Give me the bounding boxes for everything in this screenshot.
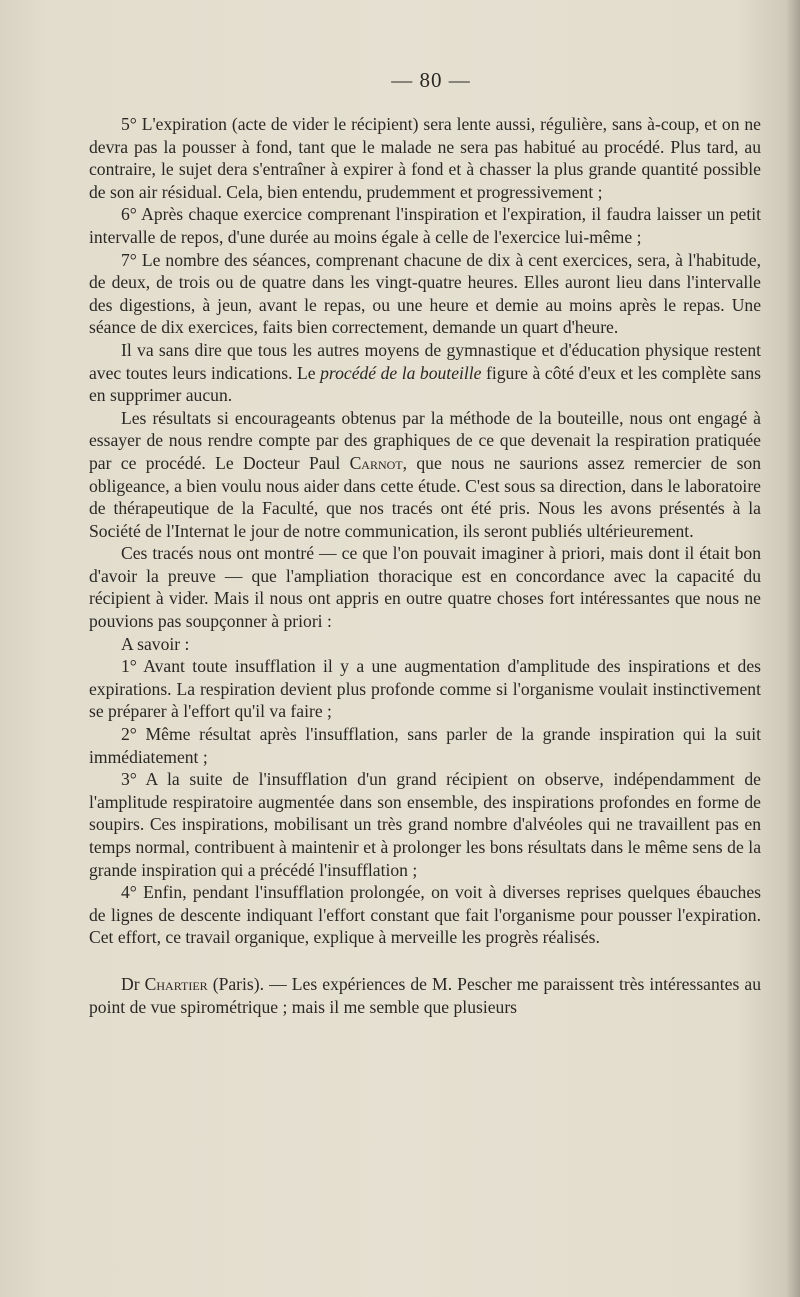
italic-procedure-name: procédé de la bouteille xyxy=(320,362,482,383)
paragraph-finding-4: 4° Enfin, pendant l'insufflation prolongée, on voit à diverses reprises quelques ébauches de lignes de descente indiquant l'effort constant que fait l'organisme pour pousser l'expiration. Cet effort, ce travail organique, explique à merveille les progrès réalisés. xyxy=(89,882,761,948)
speaker-location: (Paris). xyxy=(207,973,265,994)
paragraph-methods xyxy=(89,339,761,407)
paragraph-text: Les résultats si encourageants obtenus par la méthode de la bouteille, nous ont engagé à essayer de nous rendre compte par des graphiques de ce que devenait la respiration pratiquée par ce procédé. Le Docteur Paul xyxy=(89,407,761,473)
paragraph-item-5: 5° L'expiration (acte de vider le récipient) sera lente aussi, régulière, sans à-coup, et on ne devra pas la pousser à fond, tant que le malade ne sera pas habitué au procédé. Plus tard, au contraire, le sujet dera s'entraîner à expirer à fond et à chasser la plus grande quantité possible de son air résidual. Cela, bien entendu, prudemment et progressivement ; xyxy=(89,114,761,202)
section-gap xyxy=(89,949,761,973)
person-name: Carnot xyxy=(349,452,403,473)
page-edge-shadow xyxy=(786,0,800,1297)
paragraph-text: figure à côté d'eux et les complète sans en supprimer aucun. xyxy=(89,362,761,406)
body-text xyxy=(89,113,761,1018)
paragraph-results xyxy=(89,407,761,543)
paragraph-tracings: Ces tracés nous ont montré — ce que l'on pouvait imaginer à priori, mais dont il était bon d'avoir la preuve — que l'ampliation thoracique est en concordance avec la capacité du récipient à vider. Mais il nous ont appris en outre quatre choses fort intéressantes que nous ne pouvions pas soupçonner à priori : xyxy=(89,543,761,632)
speaker-name: Chartier xyxy=(144,973,208,994)
page-number: — 80 — xyxy=(391,68,471,92)
paragraph-a-savoir: A savoir : xyxy=(121,633,190,654)
paragraph-text: , que nous ne saurions assez remercier de son obligeance, a bien voulu nous aider dans cette étude. C'est sous sa direction, dans le laboratoire de thérapeutique de la Faculté, que nos tracés ont été pris. Nous les avons présentés à la Société de l'Internat le jour de notre communication, ils seront publiés ultérieurement. xyxy=(89,452,762,541)
paragraph-discussion xyxy=(89,973,761,1018)
paragraph-finding-1: 1° Avant toute insufflation il y a une augmentation d'amplitude des inspirations et des expirations. La respiration devient plus profonde comme si l'organisme voulait instinctivement se préparer à l'effort qu'il va faire ; xyxy=(89,656,761,722)
paragraph-item-6: 6° Après chaque exercice comprenant l'inspiration et l'expiration, il faudra laisser un petit intervalle de repos, d'une durée au moins égale à celle de l'exercice lui-même ; xyxy=(89,204,761,247)
paragraph-item-7: 7° Le nombre des séances, comprenant chacune de dix à cent exercices, sera, à l'habitude, de deux, de trois ou de quatre dans les vingt-quatre heures. Elles auront lieu dans l'intervalle des digestions, à jeun, avant le repas, ou une heure et demie au moins après le repas. Une séance de dix exercices, faits bien correctement, demande un quart d'heure. xyxy=(89,249,761,338)
paragraph-finding-2: 2° Même résultat après l'insufflation, sans parler de la grande inspiration qui la suit immédiatement ; xyxy=(89,724,761,767)
discussion-text: — Les expériences de M. Pescher me paraissent très intéressantes au point de vue spirométrique ; mais il me semble que plusieurs xyxy=(89,973,762,1017)
paragraph-finding-3: 3° A la suite de l'insufflation d'un grand récipient on observe, indépendamment de l'amplitude respiratoire augmentée dans son ensemble, des inspirations profondes en forme de soupirs. Ces inspirations, mobilisant un très grand nombre d'alvéoles qui ne travaillent pas en temps normal, contribuent à maintenir et à prolonger les bons résultats dans le même sens de la grande inspiration qui a précédé l'insufflation ; xyxy=(89,769,761,880)
paragraph-text: Il va sans dire que tous les autres moyens de gymnastique et d'éducation physique restent avec toutes leurs indications. Le xyxy=(89,339,761,383)
speaker-title: Dr xyxy=(121,973,145,994)
